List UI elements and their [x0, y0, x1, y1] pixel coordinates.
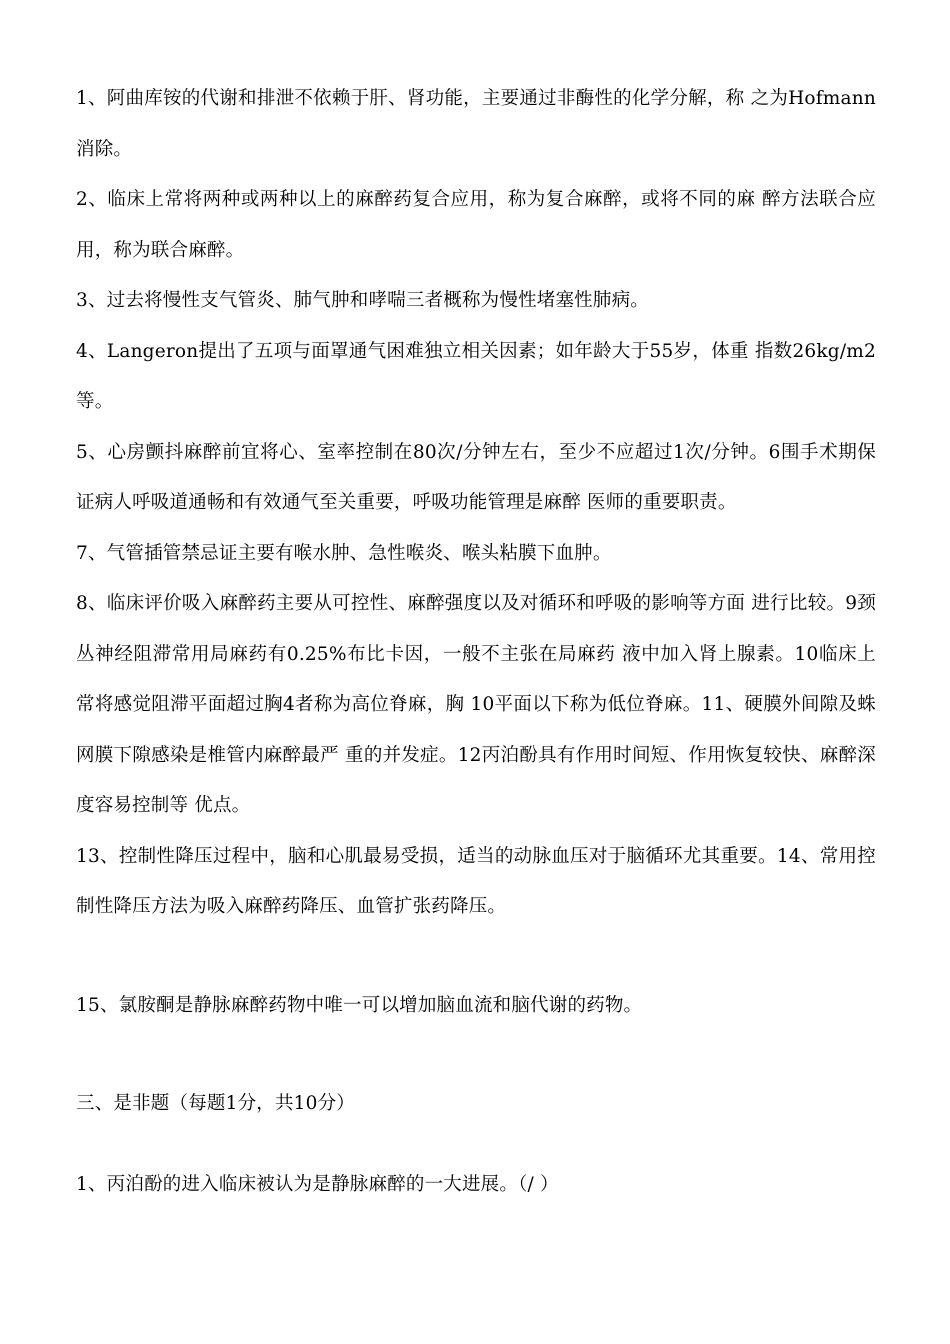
question-1: 1、丙泊酚的进入临床被认为是静脉麻醉的一大进展。（/ ）: [76, 1173, 559, 1195]
paragraph-2: 2、临床上常将两种或两种以上的麻醉药复合应用，称为复合麻醉，或将不同的麻 醉方法联合应用，称为联合麻醉。: [76, 189, 876, 261]
paragraph-13: 13、控制性降压过程中，脑和心肌最易受损，适当的动脉血压对于脑循环尤其重要。14、常用控制性降压方法为吸入麻醉药降压、血管扩张药降压。: [76, 845, 876, 917]
document-page: [76, 74, 876, 1210]
paragraph-3: 3、过去将慢性支气管炎、肺气肿和哮喘三者概称为慢性堵塞性肺病。: [76, 290, 649, 311]
paragraph-5: 5、心房颤抖麻醉前宜将心、室率控制在80次/分钟左右，至少不应超过1次/分钟。6围手术期保证病人呼吸道通畅和有效通气至关重要，呼吸功能管理是麻醉 医师的重要职责。: [76, 441, 876, 513]
paragraph-4: 4、Langeron提出了五项与面罩通气困难独立相关因素；如年龄大于55岁，体重 指数26kg/m2等。: [76, 340, 876, 412]
paragraph-15: 15、氯胺酮是静脉麻醉药物中唯一可以增加脑血流和脑代谢的药物。: [76, 994, 643, 1016]
paragraph-8: 8、临床评价吸入麻醉药主要从可控性、麻醉强度以及对循环和呼吸的影响等方面 进行比较。9颈丛神经阻滞常用局麻药有0.25%布比卡因，一般不主张在局麻药 液中加入肾上腺素。10临床上常将感觉阻滞平面超过胸4者称为高位脊麻，胸 10平面以下称为低位脊麻。11、硬膜外间隙及蛛网膜下隙感染是椎管内麻醉最严 重的并发症。12丙泊酚具有作用时间短、作用恢复较快、麻醉深度容易控制等 优点。: [76, 593, 876, 816]
section-heading-true-false: 三、是非题（每题1分，共10分）: [76, 1093, 356, 1114]
paragraph-7: 7、气管插管禁忌证主要有喉水肿、急性喉炎、喉头粘膜下血肿。: [76, 542, 612, 564]
paragraph-1: 1、阿曲库铵的代谢和排泄不依赖于肝、肾功能，主要通过非酶性的化学分解，称 之为Hofmann消除。: [76, 88, 876, 160]
